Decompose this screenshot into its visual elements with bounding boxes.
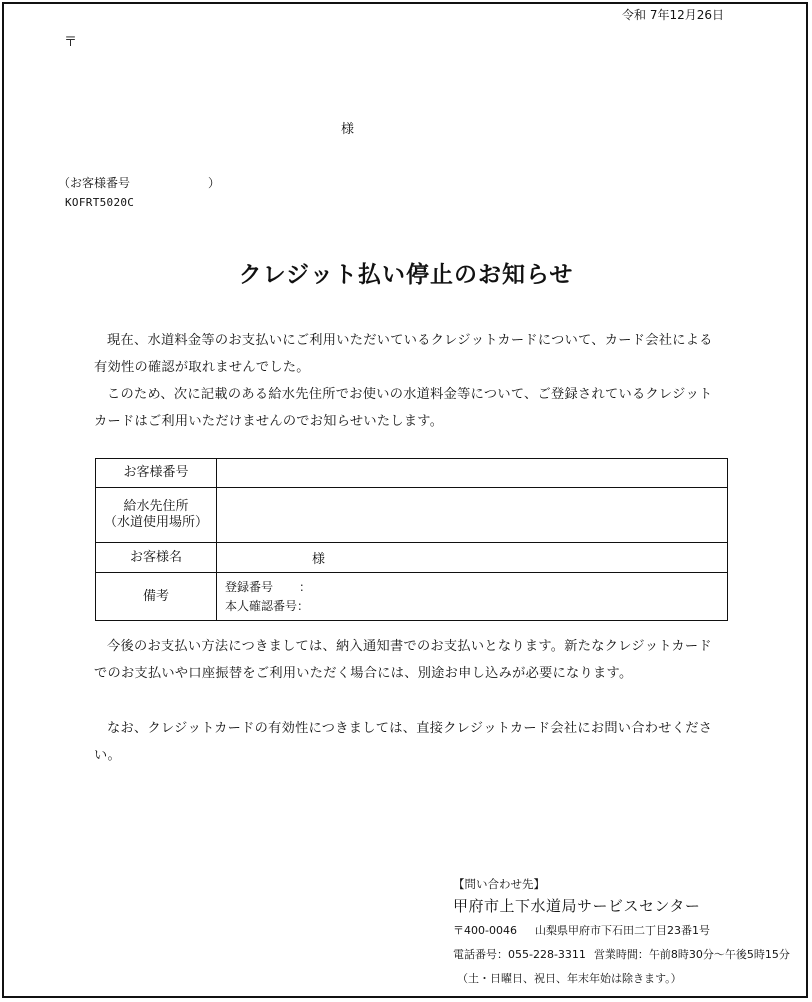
- contact-block: [453, 876, 790, 986]
- contact-heading: 【問い合わせ先】: [453, 877, 545, 891]
- registration-number-row: [225, 578, 727, 597]
- customer-number-cell-label: お客様番号: [96, 459, 217, 488]
- remarks-cell-value: [217, 573, 728, 621]
- postal-mark: 〒: [64, 35, 78, 50]
- table-row: [96, 573, 728, 621]
- document-code: KOFRT5020C: [65, 196, 135, 209]
- supply-address-label: 給水先住所: [123, 499, 189, 514]
- paragraph-4: なお、クレジットカードの有効性につきましては、直接クレジットカード会社にお問い合わせください。: [94, 721, 713, 763]
- paragraph-3: 今後のお支払い方法につきましては、納入通知書でのお支払いとなります。新たなクレジットカードでのお支払いや口座振替をご利用いただく場合には、別途お申し込みが必要になります。: [94, 639, 712, 681]
- supply-address-cell-label: [96, 488, 217, 543]
- document-title: クレジット払い停止のお知らせ: [238, 261, 574, 288]
- customer-number-cell-value: [217, 459, 728, 488]
- table-row: [96, 459, 728, 488]
- customer-number-label: （お客様番号: [58, 176, 131, 190]
- contact-address-line: [453, 922, 790, 938]
- contact-phone-line: [453, 946, 790, 962]
- recipient-honorific: 様: [341, 122, 355, 137]
- issue-date: 令和 7年12月26日: [622, 8, 724, 22]
- customer-name-cell-value: 様: [217, 543, 728, 573]
- table-row: [96, 488, 728, 543]
- customer-name-cell-label: お客様名: [96, 543, 217, 573]
- table-row: [96, 543, 728, 573]
- paragraph-1: 現在、水道料金等のお支払いにご利用いただいているクレジットカードについて、カード会社による有効性の確認が取れませんでした。: [94, 333, 713, 375]
- identity-number-label: 本人確認番号：: [225, 598, 310, 613]
- contact-phone: 電話番号：055-228-3311: [453, 948, 586, 961]
- contact-address: 山梨県甲府市下石田二丁目23番1号: [534, 924, 710, 937]
- identity-number-row: [225, 597, 727, 616]
- remarks-cell-label: 備考: [96, 573, 217, 621]
- contact-organization: 甲府市上下水道局サービスセンター: [453, 897, 701, 915]
- customer-number-close: ）: [208, 176, 221, 190]
- contact-postal: 〒400-0046: [453, 924, 517, 937]
- customer-info-table: [95, 458, 728, 621]
- contact-closed-note: （土・日曜日、祝日、年末年始は除きます。）: [457, 972, 682, 985]
- customer-number-header: [58, 174, 220, 191]
- supply-address-sublabel: （水道使用場所）: [103, 515, 208, 530]
- contact-hours: 営業時間：午前8時30分～午後5時15分: [593, 948, 790, 961]
- supply-address-cell-value: [217, 488, 728, 543]
- registration-number-label: 登録番号: [225, 579, 274, 594]
- paragraph-2: このため、次に記載のある給水先住所でお使いの水道料金等について、ご登録されているクレジットカードはご利用いただけませんのでお知らせいたします。: [94, 387, 713, 429]
- registration-number-colon: ：: [299, 579, 312, 594]
